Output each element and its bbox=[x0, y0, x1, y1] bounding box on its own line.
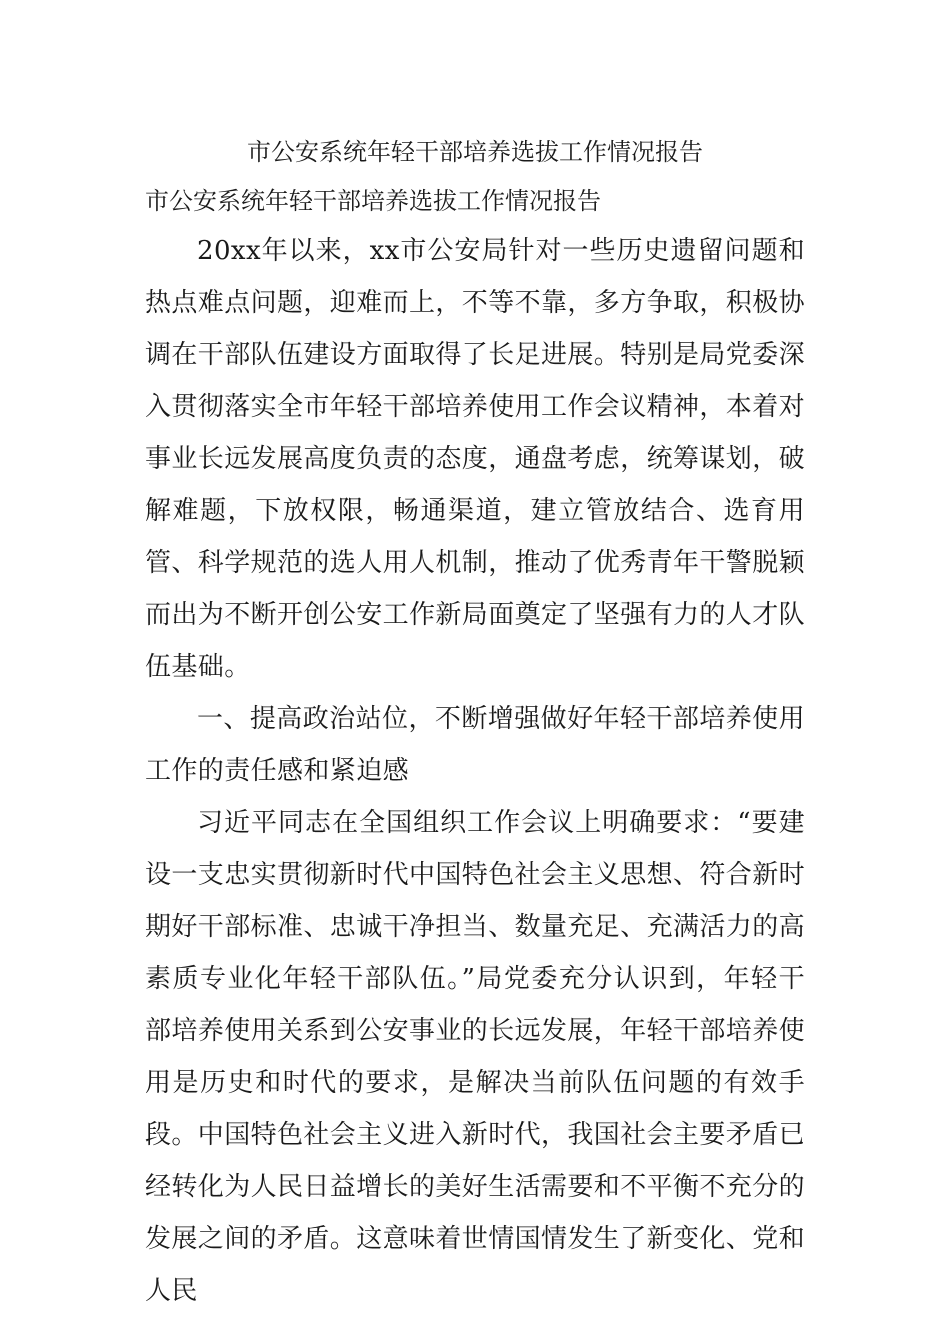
document-subtitle: 市公安系统年轻干部培养选拔工作情况报告 bbox=[145, 187, 601, 215]
body-paragraph: 习近平同志在全国组织工作会议上明确要求：“要建设一支忠实贯彻新时代中国特色社会主义思想、符合新时期好干部标准、忠诚干净担当、数量充足、充满活力的高素质专业化年轻干部队伍。”局党委充分认识到，年轻干部培养使用关系到公安事业的长远发展，年轻干部培养使用是历史和时代的要求，是解决当前队伍问题的有效手段。中国特色社会主义进入新时代，我国社会主要矛盾已经转化为人民日益增长的美好生活需要和不平衡不充分的发展之间的矛盾。这意味着世情国情发生了新变化、党和人民 bbox=[145, 808, 806, 1306]
section-heading-1: 一、提高政治站位，不断增强做好年轻干部培养使用工作的责任感和紧迫感 bbox=[145, 704, 805, 786]
document-page bbox=[145, 126, 805, 1317]
intro-paragraph: 20xx年以来，xx市公安局针对一些历史遗留问题和热点难点问题，迎难而上，不等不靠，多方争取，积极协调在干部队伍建设方面取得了长足进展。特别是局党委深入贯彻落实全市年轻干部培养使用工作会议精神，本着对事业长远发展高度负责的态度，通盘考虑，统筹谋划，破解难题，下放权限，畅通渠道，建立管放结合、选育用管、科学规范的选人用人机制，推动了优秀青年干警脱颖而出为不断开创公安工作新局面奠定了坚强有力的人才队伍基础。 bbox=[145, 236, 806, 682]
document-title: 市公安系统年轻干部培养选拔工作情况报告 bbox=[247, 138, 703, 166]
